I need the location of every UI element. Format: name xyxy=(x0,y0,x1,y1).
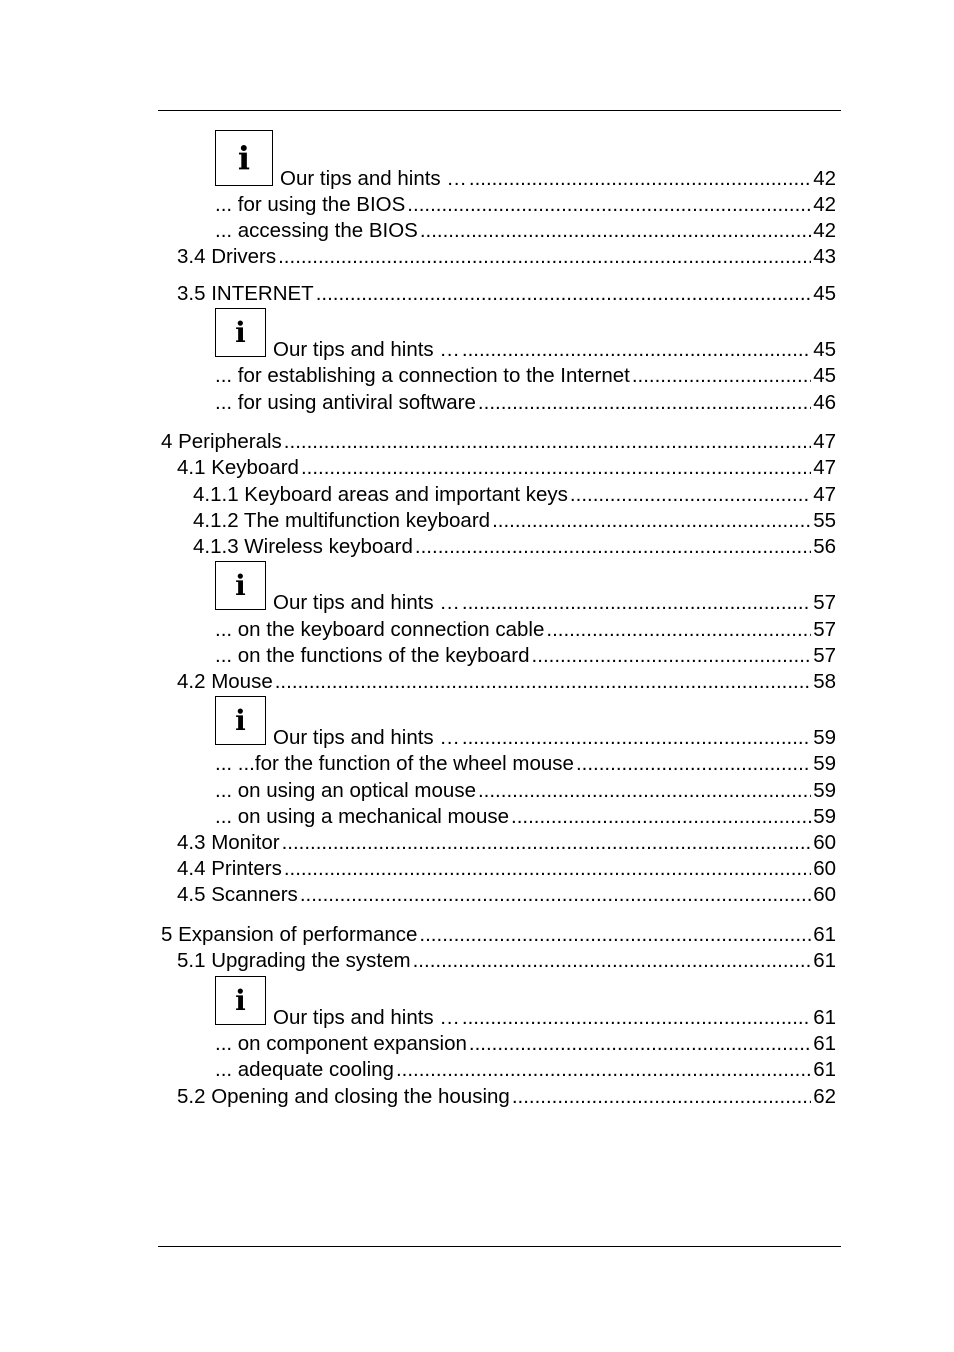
toc-entry[interactable] xyxy=(215,1032,836,1056)
toc-entry[interactable] xyxy=(215,1058,836,1082)
toc-entry-page: 61 xyxy=(813,923,836,946)
dot-leader xyxy=(284,857,811,881)
dot-leader xyxy=(570,483,811,507)
toc-entry-page: 61 xyxy=(813,1032,836,1055)
dot-leader xyxy=(284,430,811,454)
dot-leader xyxy=(413,949,812,973)
toc-entry-page: 45 xyxy=(813,282,836,305)
toc-entry[interactable] xyxy=(177,670,836,694)
toc-entry-label: ... ...for the function of the wheel mouse xyxy=(215,752,574,775)
toc-entry-label: ... on the functions of the keyboard xyxy=(215,644,530,667)
toc-entry[interactable] xyxy=(177,1085,836,1109)
toc-entry-page: 58 xyxy=(813,670,836,693)
toc-entry[interactable] xyxy=(177,831,836,855)
dot-leader xyxy=(396,1058,811,1082)
dot-leader xyxy=(469,1032,811,1056)
toc-entry[interactable] xyxy=(280,167,836,191)
toc-entry-label: Our tips and hints … xyxy=(273,726,460,749)
dot-leader xyxy=(576,752,811,776)
toc-entry-label: ... on using an optical mouse xyxy=(215,779,476,802)
toc-entry[interactable] xyxy=(161,923,836,947)
toc-entry-label: 4.5 Scanners xyxy=(177,883,298,906)
dot-leader xyxy=(546,618,811,642)
info-icon: i xyxy=(215,308,266,357)
toc-entry[interactable] xyxy=(177,883,836,907)
toc-entry[interactable] xyxy=(215,805,836,829)
toc-entry-label: 5.2 Opening and closing the housing xyxy=(177,1085,510,1108)
dot-leader xyxy=(419,923,811,947)
toc-entry-page: 60 xyxy=(813,883,836,906)
toc-entry-label: Our tips and hints … xyxy=(273,591,460,614)
toc-entry[interactable] xyxy=(215,391,836,415)
toc-entry-label: 4.4 Printers xyxy=(177,857,282,880)
toc-entry-label: Our tips and hints … xyxy=(273,338,460,361)
toc-entry[interactable] xyxy=(215,364,836,388)
toc-entry[interactable] xyxy=(177,857,836,881)
dot-leader xyxy=(462,338,811,362)
toc-entry-page: 47 xyxy=(813,430,836,453)
dot-leader xyxy=(478,779,811,803)
toc-entry-label: ... on using a mechanical mouse xyxy=(215,805,509,828)
dot-leader xyxy=(632,364,811,388)
dot-leader xyxy=(532,644,812,668)
toc-entry-label: 4 Peripherals xyxy=(161,430,282,453)
toc-entry-label: ... on the keyboard connection cable xyxy=(215,618,545,641)
dot-leader xyxy=(511,805,811,829)
toc-entry[interactable] xyxy=(193,483,836,507)
toc-entry[interactable] xyxy=(215,193,836,217)
toc-entry-label: Our tips and hints … xyxy=(280,167,467,190)
info-icon: i xyxy=(215,696,266,745)
toc-entry[interactable] xyxy=(177,456,836,480)
dot-leader xyxy=(420,219,811,243)
toc-entry[interactable] xyxy=(177,949,836,973)
toc-entry[interactable] xyxy=(215,618,836,642)
toc-entry[interactable] xyxy=(273,338,836,362)
toc-entry[interactable] xyxy=(215,752,836,776)
dot-leader xyxy=(301,456,811,480)
toc-entry-page: 60 xyxy=(813,831,836,854)
dot-leader xyxy=(316,282,811,306)
toc-entry-label: 4.3 Monitor xyxy=(177,831,280,854)
toc-entry-page: 59 xyxy=(813,779,836,802)
info-icon: i xyxy=(215,561,266,610)
dot-leader xyxy=(415,535,811,559)
toc-entry[interactable] xyxy=(177,245,836,269)
info-icon: i xyxy=(215,130,273,186)
toc-entry-label: 4.2 Mouse xyxy=(177,670,273,693)
toc-entry-label: ... for using the BIOS xyxy=(215,193,406,216)
toc-entry-page: 46 xyxy=(813,391,836,414)
toc-entry-page: 57 xyxy=(813,618,836,641)
toc-entry[interactable] xyxy=(177,282,836,306)
toc-entry[interactable] xyxy=(193,535,836,559)
toc-entry-label: 5 Expansion of performance xyxy=(161,923,418,946)
toc-entry-label: 4.1.2 The multifunction keyboard xyxy=(193,509,491,532)
toc-entry-label: ... for using antiviral software xyxy=(215,391,476,414)
toc-entry[interactable] xyxy=(273,726,836,750)
toc-entry-page: 43 xyxy=(813,245,836,268)
toc-entry[interactable] xyxy=(161,430,836,454)
dot-leader xyxy=(462,1006,811,1030)
toc-entry[interactable] xyxy=(215,219,836,243)
toc-entry-page: 45 xyxy=(813,364,836,387)
toc-entry-label: 3.5 INTERNET xyxy=(177,282,314,305)
dot-leader xyxy=(300,883,811,907)
toc-entry-page: 42 xyxy=(813,167,836,190)
toc-entry-page: 61 xyxy=(813,1006,836,1029)
toc-entry-label: 5.1 Upgrading the system xyxy=(177,949,411,972)
toc-entry[interactable] xyxy=(273,1006,836,1030)
dot-leader xyxy=(462,726,811,750)
dot-leader xyxy=(478,391,811,415)
dot-leader xyxy=(275,670,811,694)
toc-entry-page: 42 xyxy=(813,219,836,242)
footer-rule xyxy=(158,1246,841,1247)
toc-entry-label: 3.4 Drivers xyxy=(177,245,277,268)
toc-entry-page: 59 xyxy=(813,752,836,775)
dot-leader xyxy=(278,245,811,269)
dot-leader xyxy=(469,167,811,191)
toc-entry-page: 59 xyxy=(813,805,836,828)
toc-entry-page: 57 xyxy=(813,591,836,614)
toc-entry-page: 55 xyxy=(813,509,836,532)
toc-entry-label: ... accessing the BIOS xyxy=(215,219,418,242)
toc-entry-label: 4.1.3 Wireless keyboard xyxy=(193,535,413,558)
toc-entry-label: ... for establishing a connection to the Internet xyxy=(215,364,630,387)
toc-entry-page: 57 xyxy=(813,644,836,667)
toc-entry-page: 42 xyxy=(813,193,836,216)
toc-entry-page: 45 xyxy=(813,338,836,361)
toc-entry-page: 47 xyxy=(813,483,836,506)
toc-entry[interactable] xyxy=(215,779,836,803)
dot-leader xyxy=(282,831,812,855)
info-icon: i xyxy=(215,976,266,1025)
toc-entry-label: ... adequate cooling xyxy=(215,1058,394,1081)
toc-entry-label: Our tips and hints … xyxy=(273,1006,460,1029)
toc-entry-page: 47 xyxy=(813,456,836,479)
toc-entry-label: 4.1.1 Keyboard areas and important keys xyxy=(193,483,568,506)
toc-entry-page: 61 xyxy=(813,949,836,972)
toc-entry-page: 59 xyxy=(813,726,836,749)
dot-leader xyxy=(512,1085,811,1109)
toc-entry[interactable] xyxy=(215,644,836,668)
toc-entry[interactable] xyxy=(273,591,836,615)
toc-entry-page: 62 xyxy=(813,1085,836,1108)
toc-entry[interactable] xyxy=(193,509,836,533)
toc-entry-label: ... on component expansion xyxy=(215,1032,467,1055)
toc-entry-label: 4.1 Keyboard xyxy=(177,456,299,479)
toc-entry-page: 56 xyxy=(813,535,836,558)
dot-leader xyxy=(407,193,811,217)
dot-leader xyxy=(462,591,811,615)
dot-leader xyxy=(492,509,811,533)
toc-entry-page: 60 xyxy=(813,857,836,880)
toc-entry-page: 61 xyxy=(813,1058,836,1081)
